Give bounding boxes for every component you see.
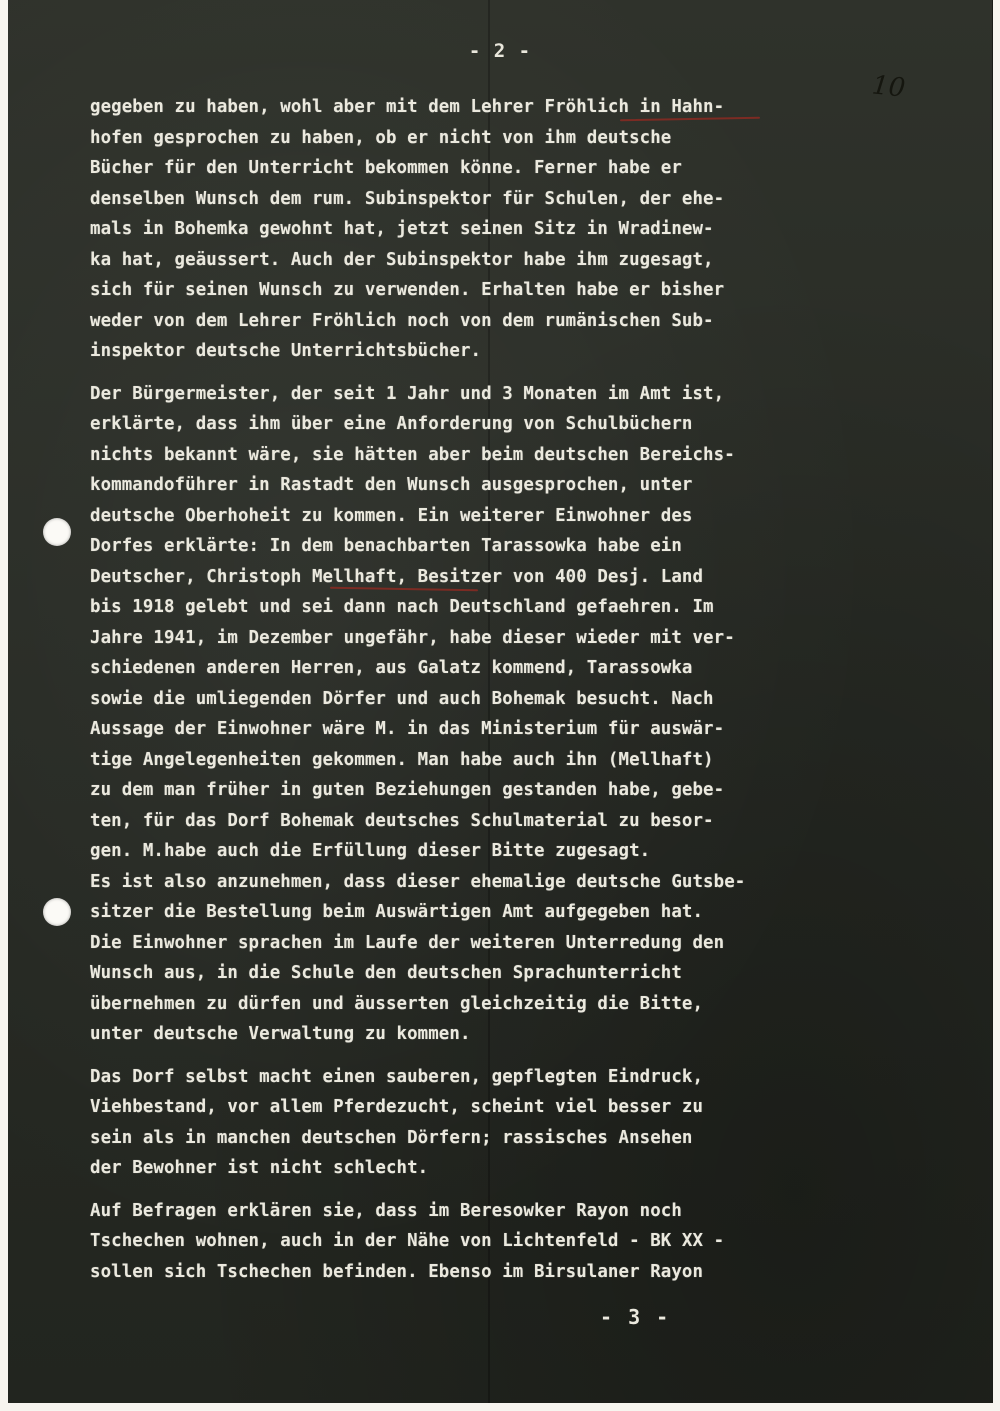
- text-line: der Bewohner ist nicht schlecht.: [90, 1158, 429, 1178]
- text-line: sich für seinen Wunsch zu verwenden. Erhalten habe er bisher: [90, 280, 725, 300]
- text-line: Wunsch aus, in die Schule den deutschen Sprachunterricht: [90, 963, 682, 983]
- text-line: nichts bekannt wäre, sie hätten aber beim deutschen Bereichs-: [90, 444, 735, 465]
- paragraph-4: [90, 1196, 870, 1288]
- paragraph-2: [90, 379, 870, 1050]
- paragraph-1: [90, 92, 870, 367]
- page-number-bottom: - 3 -: [600, 1305, 671, 1329]
- punch-hole-bottom: [43, 898, 71, 926]
- text-line: Jahre 1941, im Dezember ungefähr, habe dieser wieder mit ver-: [90, 627, 735, 648]
- text-line: sollen sich Tschechen befinden. Ebenso im Birsulaner Rayon: [90, 1261, 704, 1282]
- text-line: Dorfes erklärte: In dem benachbarten Tarassowka habe ein: [90, 536, 682, 556]
- paragraph-3: [90, 1062, 870, 1184]
- text-line: gegeben zu haben, wohl aber mit dem Lehrer Fröhlich in Hahn-: [90, 97, 725, 117]
- page-number-top: - 2 -: [468, 40, 532, 62]
- text-line: deutsche Oberhoheit zu kommen. Ein weiterer Einwohner des: [90, 505, 693, 526]
- text-line: schiedenen anderen Herren, aus Galatz kommend, Tarassowka: [90, 658, 693, 678]
- text-line: mals in Bohemka gewohnt hat, jetzt seinen Sitz in Wradinew-: [90, 219, 714, 239]
- paragraph-gap: [90, 367, 870, 379]
- text-line: Auf Befragen erklären sie, dass im Beresowker Rayon noch: [90, 1200, 682, 1221]
- text-line: ten, für das Dorf Bohemak deutsches Schulmaterial zu besor-: [90, 810, 714, 831]
- text-line: Deutscher, Christoph Mellhaft, Besitzer von 400 Desj. Land: [90, 566, 704, 587]
- text-line: inspektor deutsche Unterrichtsbücher.: [90, 341, 482, 361]
- text-line: übernehmen zu dürfen und äusserten gleichzeitig die Bitte,: [90, 993, 704, 1014]
- text-line: Die Einwohner sprachen im Laufe der weiteren Unterredung den: [90, 932, 725, 953]
- typed-body-text: [90, 92, 870, 1287]
- text-line: weder von dem Lehrer Fröhlich noch von dem rumänischen Sub-: [90, 310, 714, 331]
- text-line: zu dem man früher in guten Beziehungen gestanden habe, gebe-: [90, 780, 725, 800]
- text-line: ka hat, geäussert. Auch der Subinspektor habe ihm zugesagt,: [90, 249, 714, 270]
- text-line: Bücher für den Unterricht bekommen könne. Ferner habe er: [90, 158, 682, 178]
- text-line: unter deutsche Verwaltung zu kommen.: [90, 1024, 471, 1044]
- text-line: tige Angelegenheiten gekommen. Man habe auch ihn (Mellhaft): [90, 749, 714, 770]
- text-line: bis 1918 gelebt und sei dann nach Deutschland gefaehren. Im: [90, 597, 714, 617]
- text-line: Das Dorf selbst macht einen sauberen, gepflegten Eindruck,: [90, 1066, 704, 1087]
- paragraph-gap: [90, 1050, 870, 1062]
- text-line: gen. M.habe auch die Erfüllung dieser Bitte zugesagt.: [90, 841, 651, 861]
- text-line: Tschechen wohnen, auch in der Nähe von Lichtenfeld - BK XX -: [90, 1231, 725, 1251]
- text-line: Aussage der Einwohner wäre M. in das Ministerium für auswär-: [90, 719, 725, 739]
- text-line: erklärte, dass ihm über eine Anforderung von Schulbüchern: [90, 414, 693, 434]
- text-line: Der Bürgermeister, der seit 1 Jahr und 3 Monaten im Amt ist,: [90, 383, 725, 404]
- text-line: sitzer die Bestellung beim Auswärtigen Amt aufgegeben hat.: [90, 902, 704, 922]
- text-line: denselben Wunsch dem rum. Subinspektor für Schulen, der ehe-: [90, 188, 725, 209]
- text-line: Viehbestand, vor allem Pferdezucht, scheint viel besser zu: [90, 1097, 704, 1117]
- text-line: Es ist also anzunehmen, dass dieser ehemalige deutsche Gutsbe-: [90, 871, 746, 892]
- handwritten-annotation: 10: [870, 70, 907, 104]
- text-line: kommandoführer in Rastadt den Wunsch ausgesprochen, unter: [90, 475, 693, 495]
- text-line: hofen gesprochen zu haben, ob er nicht von ihm deutsche: [90, 127, 672, 148]
- text-line: sowie die umliegenden Dörfer und auch Bohemak besucht. Nach: [90, 688, 714, 709]
- punch-hole-top: [43, 518, 71, 546]
- edge-mark: [962, 0, 992, 18]
- text-line: sein als in manchen deutschen Dörfern; rassisches Ansehen: [90, 1127, 693, 1148]
- paragraph-gap: [90, 1184, 870, 1196]
